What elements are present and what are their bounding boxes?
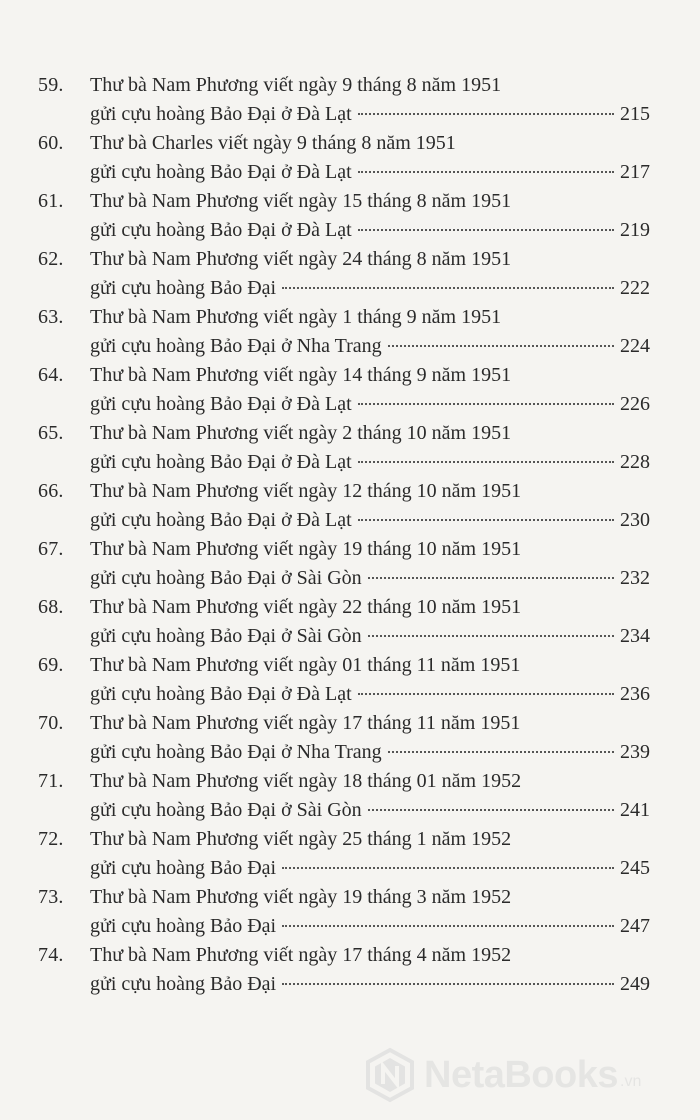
toc-entry[interactable] bbox=[0, 130, 700, 188]
entry-title-line2: gửi cựu hoàng Bảo Đại ở Đà Lạt bbox=[90, 161, 352, 183]
entry-page-number: 228 bbox=[620, 451, 650, 473]
entry-title-line1: Thư bà Nam Phương viết ngày 19 tháng 10 năm 1951 bbox=[90, 538, 522, 560]
entry-title-line1: Thư bà Nam Phương viết ngày 9 tháng 8 năm 1951 bbox=[90, 74, 502, 96]
entry-title-line1: Thư bà Nam Phương viết ngày 01 tháng 11 năm 1951 bbox=[90, 654, 521, 676]
entry-line2 bbox=[90, 973, 650, 999]
toc-entry[interactable] bbox=[0, 652, 700, 710]
toc-entry[interactable] bbox=[0, 420, 700, 478]
entry-number: 72. bbox=[38, 828, 64, 850]
entry-page-number: 219 bbox=[620, 219, 650, 241]
entry-number: 62. bbox=[38, 248, 64, 270]
toc-entry[interactable] bbox=[0, 304, 700, 362]
entry-title-line1: Thư bà Nam Phương viết ngày 2 tháng 10 năm 1951 bbox=[90, 422, 512, 444]
entry-title-line1: Thư bà Charles viết ngày 9 tháng 8 năm 1951 bbox=[90, 132, 456, 154]
entry-title-line2: gửi cựu hoàng Bảo Đại bbox=[90, 277, 277, 299]
entry-title-line1: Thư bà Nam Phương viết ngày 17 tháng 11 năm 1951 bbox=[90, 712, 521, 734]
entry-number: 61. bbox=[38, 190, 64, 212]
entry-page-number: 215 bbox=[620, 103, 650, 125]
entry-page-number: 230 bbox=[620, 509, 650, 531]
dot-leader bbox=[358, 461, 614, 463]
entry-line2 bbox=[90, 103, 650, 129]
entry-line2 bbox=[90, 335, 650, 361]
entry-title-line1: Thư bà Nam Phương viết ngày 24 tháng 8 năm 1951 bbox=[90, 248, 512, 270]
entry-line2 bbox=[90, 799, 650, 825]
dot-leader bbox=[388, 345, 614, 347]
entry-title-line1: Thư bà Nam Phương viết ngày 15 tháng 8 năm 1951 bbox=[90, 190, 512, 212]
entry-title-line2: gửi cựu hoàng Bảo Đại ở Đà Lạt bbox=[90, 683, 352, 705]
entry-title-line2: gửi cựu hoàng Bảo Đại ở Đà Lạt bbox=[90, 219, 352, 241]
toc-entry[interactable] bbox=[0, 710, 700, 768]
entry-page-number: 226 bbox=[620, 393, 650, 415]
dot-leader bbox=[358, 171, 614, 173]
toc-entry[interactable] bbox=[0, 594, 700, 652]
entry-number: 74. bbox=[38, 944, 64, 966]
entry-line2 bbox=[90, 683, 650, 709]
dot-leader bbox=[358, 693, 614, 695]
entry-number: 63. bbox=[38, 306, 64, 328]
entry-page-number: 234 bbox=[620, 625, 650, 647]
entry-number: 65. bbox=[38, 422, 64, 444]
dot-leader bbox=[358, 113, 614, 115]
toc-entry[interactable] bbox=[0, 188, 700, 246]
entry-line2 bbox=[90, 567, 650, 593]
entry-page-number: 236 bbox=[620, 683, 650, 705]
entry-number: 68. bbox=[38, 596, 64, 618]
entry-title-line2: gửi cựu hoàng Bảo Đại bbox=[90, 973, 277, 995]
entry-title-line2: gửi cựu hoàng Bảo Đại ở Đà Lạt bbox=[90, 509, 352, 531]
entry-title-line2: gửi cựu hoàng Bảo Đại bbox=[90, 857, 277, 879]
entry-line2 bbox=[90, 393, 650, 419]
toc-entry[interactable] bbox=[0, 884, 700, 942]
entry-title-line1: Thư bà Nam Phương viết ngày 17 tháng 4 năm 1952 bbox=[90, 944, 512, 966]
toc-entry[interactable] bbox=[0, 536, 700, 594]
entry-line2 bbox=[90, 915, 650, 941]
entry-page-number: 222 bbox=[620, 277, 650, 299]
watermark-tld: .vn bbox=[620, 1073, 642, 1090]
entry-title-line2: gửi cựu hoàng Bảo Đại ở Sài Gòn bbox=[90, 625, 362, 647]
dot-leader bbox=[358, 403, 614, 405]
entry-number: 64. bbox=[38, 364, 64, 386]
entry-page-number: 217 bbox=[620, 161, 650, 183]
toc-entry[interactable] bbox=[0, 246, 700, 304]
entry-title-line1: Thư bà Nam Phương viết ngày 1 tháng 9 năm 1951 bbox=[90, 306, 502, 328]
netabooks-watermark bbox=[362, 1045, 692, 1105]
entry-line2 bbox=[90, 625, 650, 651]
entry-number: 73. bbox=[38, 886, 64, 908]
dot-leader bbox=[368, 809, 614, 811]
entry-line2 bbox=[90, 857, 650, 883]
toc-entry[interactable] bbox=[0, 72, 700, 130]
entry-page-number: 232 bbox=[620, 567, 650, 589]
entry-page-number: 249 bbox=[620, 973, 650, 995]
toc-entry[interactable] bbox=[0, 826, 700, 884]
dot-leader bbox=[282, 925, 614, 927]
entry-line2 bbox=[90, 277, 650, 303]
entry-line2 bbox=[90, 219, 650, 245]
entry-page-number: 224 bbox=[620, 335, 650, 357]
dot-leader bbox=[368, 635, 614, 637]
dot-leader bbox=[358, 519, 614, 521]
dot-leader bbox=[388, 751, 614, 753]
entry-title-line1: Thư bà Nam Phương viết ngày 25 tháng 1 năm 1952 bbox=[90, 828, 512, 850]
entry-title-line2: gửi cựu hoàng Bảo Đại ở Đà Lạt bbox=[90, 103, 352, 125]
entry-title-line1: Thư bà Nam Phương viết ngày 18 tháng 01 năm 1952 bbox=[90, 770, 522, 792]
dot-leader bbox=[282, 867, 614, 869]
entry-number: 69. bbox=[38, 654, 64, 676]
entry-title-line2: gửi cựu hoàng Bảo Đại ở Nha Trang bbox=[90, 335, 382, 357]
dot-leader bbox=[282, 287, 614, 289]
toc-entry[interactable] bbox=[0, 478, 700, 536]
entry-title-line1: Thư bà Nam Phương viết ngày 22 tháng 10 năm 1951 bbox=[90, 596, 522, 618]
entry-title-line2: gửi cựu hoàng Bảo Đại ở Sài Gòn bbox=[90, 567, 362, 589]
toc-entry[interactable] bbox=[0, 942, 700, 1000]
entry-number: 66. bbox=[38, 480, 64, 502]
entry-number: 60. bbox=[38, 132, 64, 154]
toc-entry[interactable] bbox=[0, 362, 700, 420]
entry-number: 70. bbox=[38, 712, 64, 734]
entry-title-line2: gửi cựu hoàng Bảo Đại ở Nha Trang bbox=[90, 741, 382, 763]
dot-leader bbox=[368, 577, 614, 579]
entry-line2 bbox=[90, 509, 650, 535]
entry-title-line1: Thư bà Nam Phương viết ngày 14 tháng 9 năm 1951 bbox=[90, 364, 512, 386]
dot-leader bbox=[358, 229, 614, 231]
entry-title-line2: gửi cựu hoàng Bảo Đại bbox=[90, 915, 277, 937]
entry-number: 71. bbox=[38, 770, 64, 792]
toc-entry[interactable] bbox=[0, 768, 700, 826]
entry-line2 bbox=[90, 161, 650, 187]
entry-page-number: 247 bbox=[620, 915, 650, 937]
entry-title-line2: gửi cựu hoàng Bảo Đại ở Đà Lạt bbox=[90, 451, 352, 473]
entry-page-number: 239 bbox=[620, 741, 650, 763]
netabooks-logo-icon bbox=[362, 1047, 418, 1103]
entry-title-line2: gửi cựu hoàng Bảo Đại ở Sài Gòn bbox=[90, 799, 362, 821]
dot-leader bbox=[282, 983, 614, 985]
entry-line2 bbox=[90, 451, 650, 477]
watermark-brand: NetaBooks bbox=[424, 1053, 618, 1096]
entry-page-number: 245 bbox=[620, 857, 650, 879]
entry-title-line1: Thư bà Nam Phương viết ngày 19 tháng 3 năm 1952 bbox=[90, 886, 512, 908]
entry-page-number: 241 bbox=[620, 799, 650, 821]
entry-number: 59. bbox=[38, 74, 64, 96]
entry-line2 bbox=[90, 741, 650, 767]
entry-title-line2: gửi cựu hoàng Bảo Đại ở Đà Lạt bbox=[90, 393, 352, 415]
entry-title-line1: Thư bà Nam Phương viết ngày 12 tháng 10 năm 1951 bbox=[90, 480, 522, 502]
table-of-contents bbox=[0, 72, 700, 1000]
entry-number: 67. bbox=[38, 538, 64, 560]
